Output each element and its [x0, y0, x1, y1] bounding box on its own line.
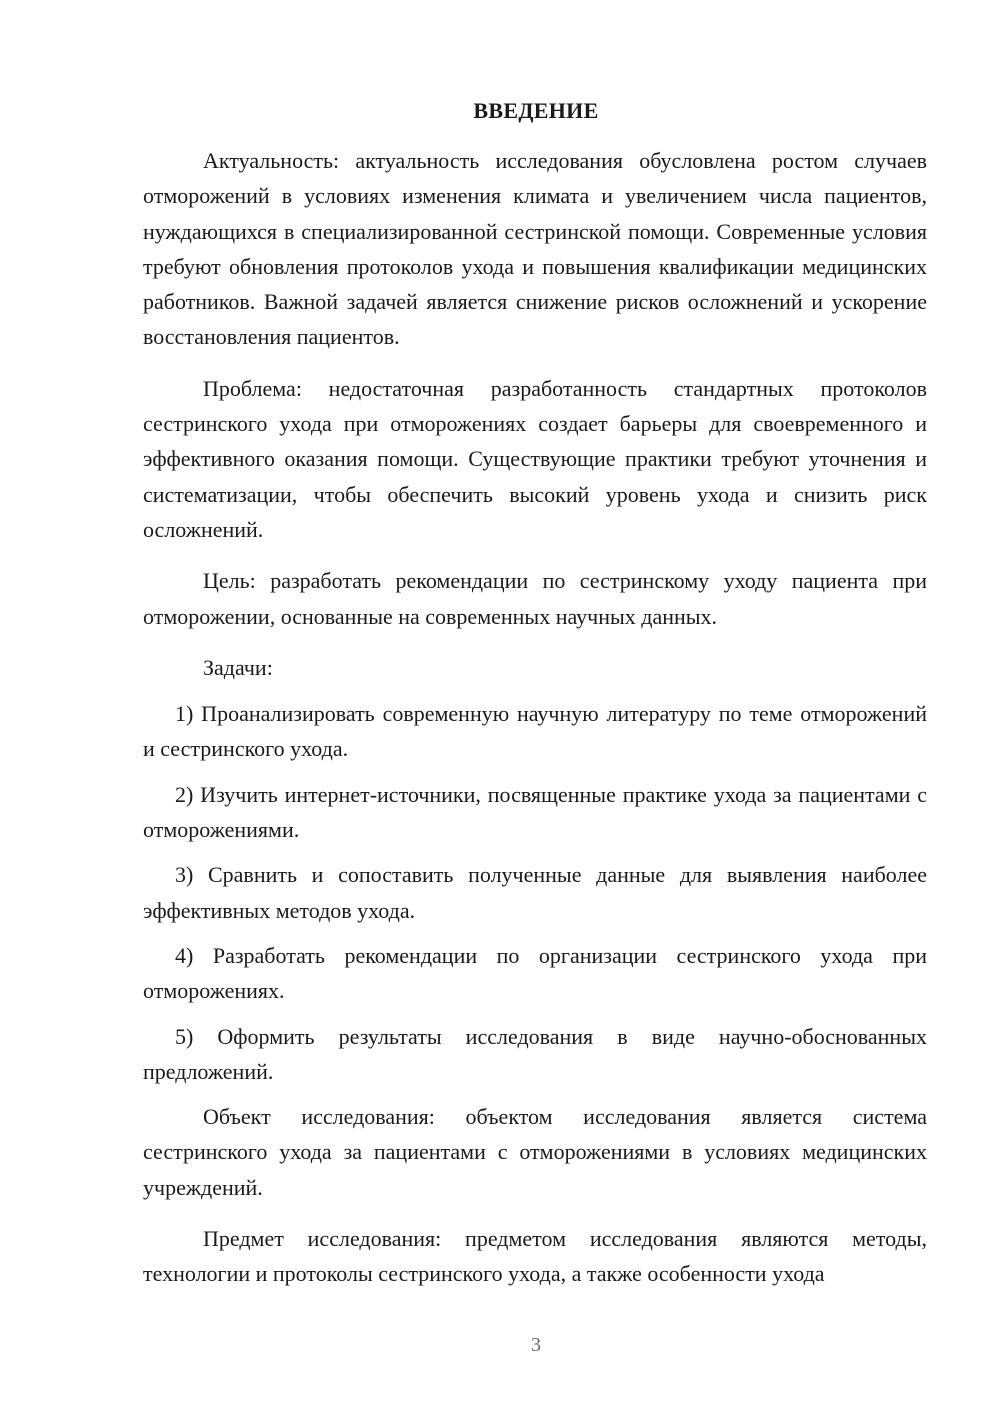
document-body — [143, 143, 927, 1308]
task-item-5: 5) Оформить результаты исследования в виде научно-обоснованных предложений. — [143, 1023, 927, 1084]
page-number: 3 — [531, 1334, 541, 1356]
task-item-1: 1) Проанализировать современную научную литературу по теме отморожений и сестринского ухода. — [143, 701, 927, 762]
paragraph-tasks-label: Задачи: — [203, 654, 273, 680]
task-item-4: 4) Разработать рекомендации по организации сестринского ухода при отморожениях. — [143, 942, 927, 1004]
task-item-3: 3) Сравнить и сопоставить полученные данные для выявления наиболее эффективных методов ухода. — [143, 862, 927, 923]
task-item-2: 2) Изучить интернет-источники, посвященные практике ухода за пациентами с отморожениями. — [143, 781, 927, 843]
paragraph-relevance: Актуальность: актуальность исследования обусловлена ростом случаев отморожений в условиях изменения климата и увеличением числа пациентов, нуждающихся в специализированной сестринской помощи. Современные условия требуют обновления протоколов ухода и повышения квалификации медицинских работников. Важной задачей является снижение рисков осложнений и ускорение восстановления пациентов. — [143, 148, 927, 350]
paragraph-object: Объект исследования: объектом исследования является система сестринского ухода за пациентами с отморожениями в условиях медицинских учреждений. — [143, 1104, 927, 1200]
paragraph-problem: Проблема: недостаточная разработанность стандартных протоколов сестринского ухода при отморожениях создает барьеры для своевременного и эффективного оказания помощи. Существующие практики требуют уточнения и систематизации, чтобы обеспечить высокий уровень ухода и снизить риск осложнений. — [143, 375, 927, 542]
paragraph-subject: Предмет исследования: предметом исследования являются методы, технологии и протоколы сестринского ухода, а также особенности ухода — [143, 1226, 927, 1287]
paragraph-goal: Цель: разработать рекомендации по сестринскому уходу пациента при отморожении, основанные на современных научных данных. — [143, 568, 927, 629]
page-heading: ВВЕДЕНИЕ — [473, 98, 599, 123]
